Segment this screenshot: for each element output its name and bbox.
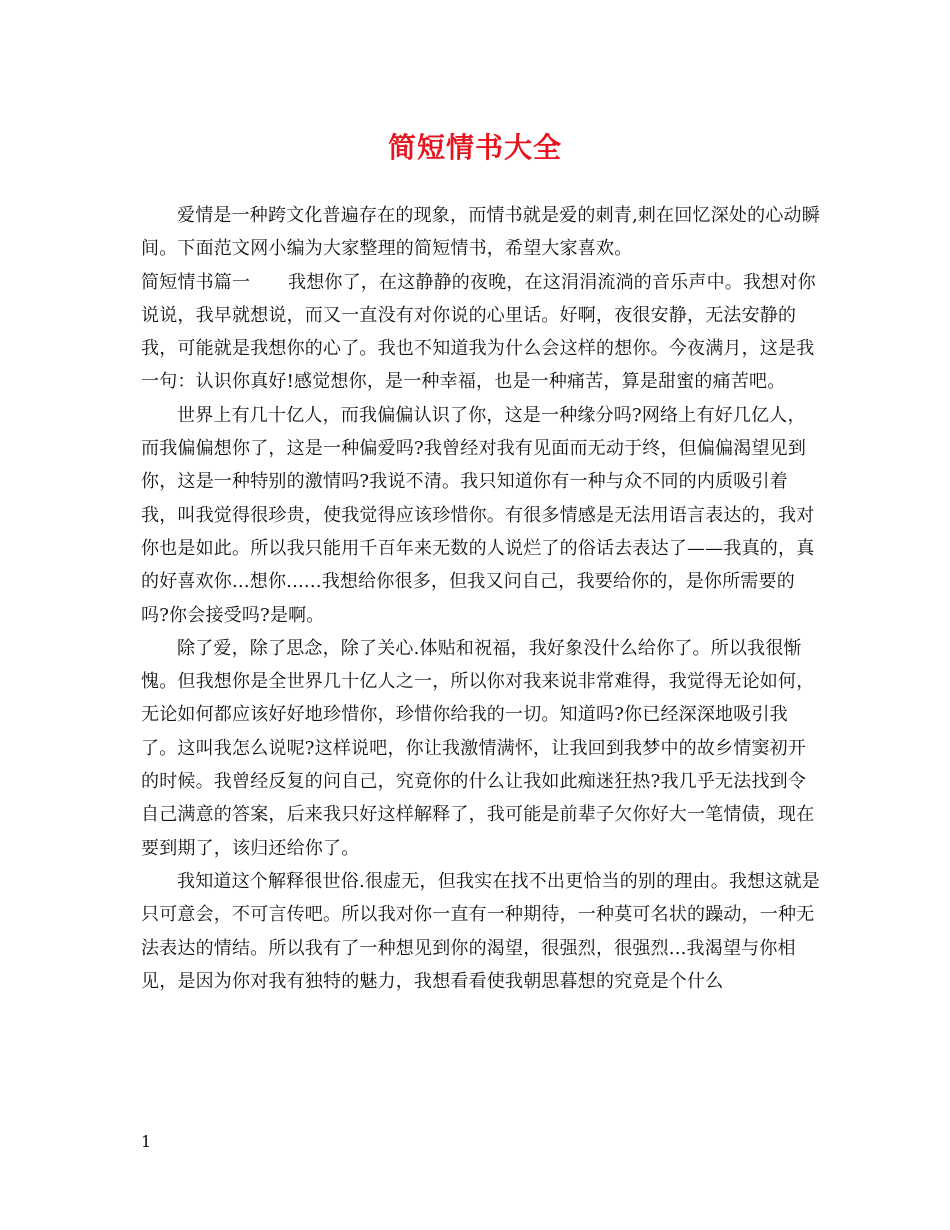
paragraph-2: 世界上有几十亿人，而我偏偏认识了你，这是一种缘分吗?网络上有好几亿人，而我偏偏想你了，这是一种偏爱吗?我曾经对我有见面而无动于终，但偏偏渴望见到你，这是一种特别的激情吗?我说不清。我只知道你有一种与众不同的内质吸引着我，叫我觉得很珍贵，使我觉得应该珍惜你。有很多情感是无法用语言表达的，我对你也是如此。所以我只能用千百年来无数的人说烂了的俗话去表达了——我真的，真的好喜欢你...想你......我想给你很多，但我又问自己，我要给你的，是你所需要的吗?你会接受吗?是啊。	[141, 404, 815, 626]
section-one-paragraph	[141, 266, 821, 399]
document-body	[141, 199, 821, 998]
page-number: 1	[141, 1132, 152, 1151]
section-one-label: 简短情书篇一	[141, 271, 251, 293]
paragraph-3: 除了爱，除了思念，除了关心.体贴和祝福，我好象没什么给你了。所以我很惭愧。但我想你是全世界几十亿人之一，所以你对我来说非常难得，我觉得无论如何，无论如何都应该好好地珍惜你，珍惜你给我的一切。知道吗?你已经深深地吸引我了。这叫我怎么说呢?这样说吧，你让我激情满怀，让我回到我梦中的故乡情窦初开的时候。我曾经反复的问自己，究竟你的什么让我如此痴迷狂热?我几乎无法找到令自己满意的答案，后来我只好这样解释了，我可能是前辈子欠你好大一笔情债，现在要到期了，该归还给你了。	[141, 637, 815, 859]
document-title: 简短情书大全	[387, 131, 562, 164]
section-one-text: 我想你了，在这静静的夜晚，在这涓涓流淌的音乐声中。我想对你说说，我早就想说，而又一直没有对你说的心里话。好啊，夜很安静，无法安静的我，可能就是我想你的心了。我也不知道我为什么会这样的想你。今夜满月，这是我一句：认识你真好!感觉想你，是一种幸福，也是一种痛苦，算是甜蜜的痛苦吧。	[141, 271, 816, 393]
intro-paragraph: 爱情是一种跨文化普遍存在的现象，而情书就是爱的刺青,刺在回忆深处的心动瞬间。下面范文网小编为大家整理的简短情书，希望大家喜欢。	[141, 205, 820, 260]
paragraph-4: 我知道这个解释很世俗.很虚无，但我实在找不出更恰当的别的理由。我想这就是只可意会，不可言传吧。所以我对你一直有一种期待，一种莫可名状的躁动，一种无法表达的情结。所以我有了一种想见到你的渴望，很强烈，很强烈...我渴望与你相见，是因为你对我有独特的魅力，我想看看使我朝思暮想的究竟是个什么	[141, 870, 820, 992]
